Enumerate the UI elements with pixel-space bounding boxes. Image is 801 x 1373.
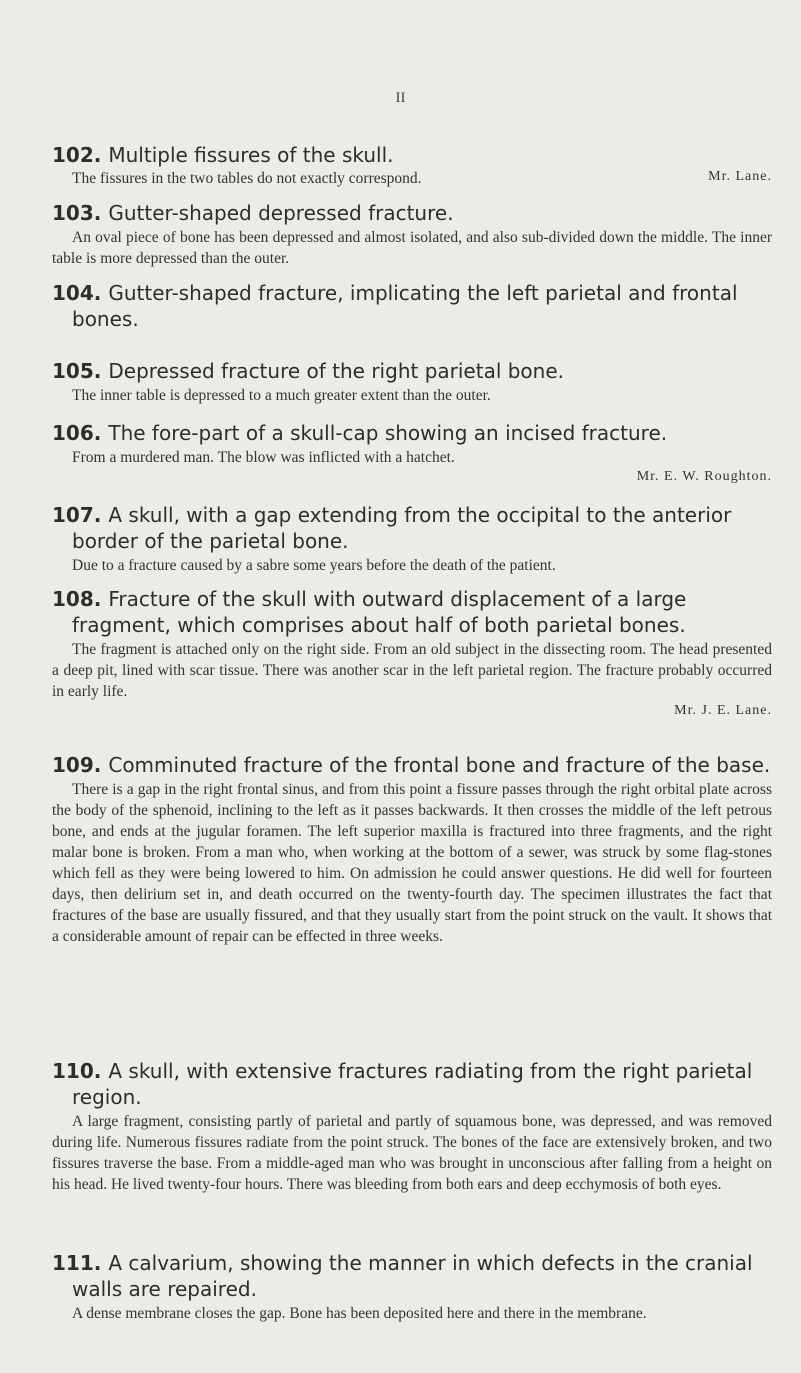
entry-107 xyxy=(52,502,772,576)
entry-heading xyxy=(52,358,772,384)
entry-heading xyxy=(52,752,772,778)
entry-title: The fore-part of a skull-cap showing an incised fracture. xyxy=(108,421,668,445)
entry-number: 108. xyxy=(52,587,102,611)
entry-111 xyxy=(52,1250,772,1324)
entry-title: Gutter-shaped depressed fracture. xyxy=(108,201,454,225)
entry-attribution: Mr. Lane. xyxy=(708,169,772,184)
entry-heading xyxy=(52,1058,772,1110)
entry-title: Fracture of the skull with outward displacement of a large fragment, which comprises about half of both parietal bones. xyxy=(72,587,687,637)
entry-105 xyxy=(52,358,772,406)
entry-number: 105. xyxy=(52,359,102,383)
entry-number: 106. xyxy=(52,421,102,445)
entry-attribution: Mr. E. W. Roughton. xyxy=(636,469,772,484)
entry-title: A calvarium, showing the manner in which defects in the cranial walls are repaired. xyxy=(72,1251,753,1301)
entry-note: The fissures in the two tables do not exactly correspond. xyxy=(72,170,422,187)
entry-number: 109. xyxy=(52,753,102,777)
entry-102 xyxy=(52,142,772,189)
entry-title: Comminuted fracture of the frontal bone and fracture of the base. xyxy=(108,753,771,777)
entry-108 xyxy=(52,586,772,720)
entry-number: 111. xyxy=(52,1251,102,1275)
entry-note: Due to a fracture caused by a sabre some years before the death of the patient. xyxy=(72,557,556,574)
entry-note: The inner table is depressed to a much greater extent than the outer. xyxy=(72,387,491,404)
entry-heading xyxy=(52,1250,772,1302)
entry-110 xyxy=(52,1058,772,1195)
entry-104 xyxy=(52,280,772,332)
entry-heading xyxy=(52,502,772,554)
entry-heading xyxy=(52,142,772,168)
entry-103 xyxy=(52,200,772,269)
entry-title: A skull, with a gap extending from the occipital to the anterior border of the parietal bone. xyxy=(72,503,732,553)
page-number: II xyxy=(395,90,406,106)
entry-number: 110. xyxy=(52,1059,102,1083)
entry-heading xyxy=(52,280,772,332)
entry-heading xyxy=(52,586,772,638)
entry-number: 103. xyxy=(52,201,102,225)
entry-note: The fragment is attached only on the right side. From an old subject in the dissecting room. The head presented a deep pit, lined with scar tissue. There was another scar in the left parietal region. The fracture probably occurred in early life. xyxy=(52,641,772,700)
entry-heading xyxy=(52,200,772,226)
entry-title: Multiple fissures of the skull. xyxy=(108,143,394,167)
entry-109 xyxy=(52,752,772,947)
entry-106 xyxy=(52,420,772,486)
entry-note: From a murdered man. The blow was inflicted with a hatchet. xyxy=(72,449,455,466)
entry-note: An oval piece of bone has been depressed and almost isolated, and also sub-divided down the middle. The inner table is more depressed than the outer. xyxy=(52,229,772,267)
entry-note: A dense membrane closes the gap. Bone has been deposited here and there in the membrane. xyxy=(72,1305,647,1322)
entry-number: 107. xyxy=(52,503,102,527)
entry-note: A large fragment, consisting partly of parietal and partly of squamous bone, was depressed, and was removed during life. Numerous fissures radiate from the point struck. The bones of the face are extensively broken, and two fissures traverse the base. From a middle-aged man who was brought in unconscious after falling from a height on his head. He lived twenty-four hours. There was bleeding from both ears and deep ecchymosis of both eyes. xyxy=(52,1113,772,1193)
entry-title: Gutter-shaped fracture, implicating the left parietal and frontal bones. xyxy=(72,281,738,331)
entry-title: Depressed fracture of the right parietal bone. xyxy=(108,359,565,383)
entry-number: 104. xyxy=(52,281,102,305)
entry-note: There is a gap in the right frontal sinus, and from this point a fissure passes through the right orbital plate across the body of the sphenoid, inclining to the left as it passes backwards. It then crosses the middle of the left petrous bone, and ends at the jugular foramen. The left superior maxilla is fractured into three fragments, and the right malar bone is broken. From a man who, when working at the bottom of a sewer, was struck by some flag-stones which fell as they were being lowered to him. On admission he could answer questions. He did well for fourteen days, then delirium set in, and death occurred on the twenty-fourth day. The specimen illustrates the fact that fractures of the base are usually fissured, and that they usually start from the point struck on the vault. It shows that a considerable amount of repair can be effected in three weeks. xyxy=(52,781,772,945)
entry-title: A skull, with extensive fractures radiating from the right parietal region. xyxy=(72,1059,753,1109)
entry-number: 102. xyxy=(52,143,102,167)
entry-attribution: Mr. J. E. Lane. xyxy=(674,703,772,718)
entry-heading xyxy=(52,420,772,446)
